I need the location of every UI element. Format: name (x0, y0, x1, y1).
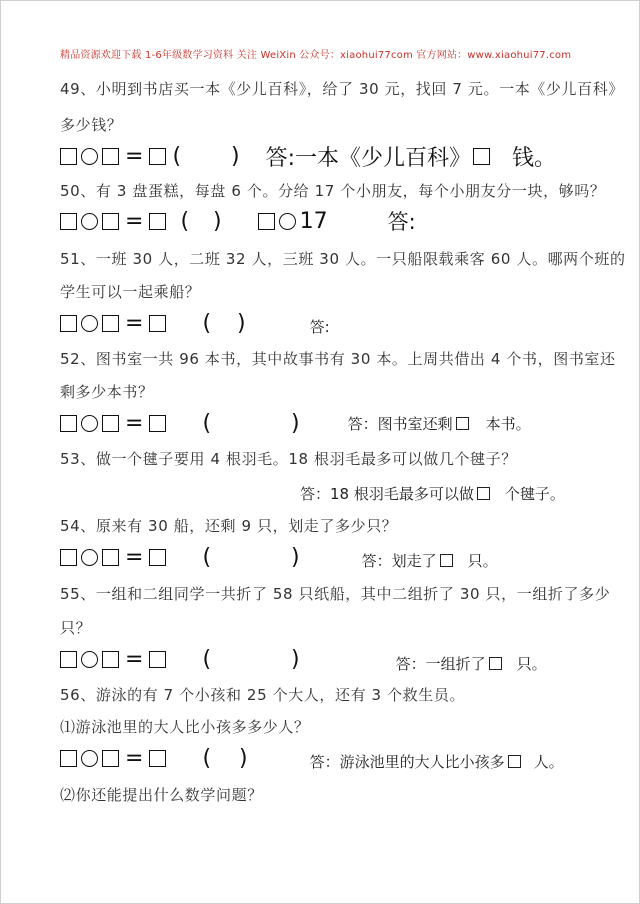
question-55-line-1: 55、一组和二组同学一共折了 58 只纸船，其中二组折了 30 只，一组折了多少 (60, 585, 611, 603)
compare-circle[interactable] (279, 213, 296, 230)
equals-sign: = (125, 646, 144, 672)
question-56-equation (60, 745, 564, 771)
blank-box[interactable] (60, 651, 77, 668)
answer-56-prefix: 答：游泳池里的大人比小孩多 (309, 752, 505, 771)
unit-paren-open: ( (202, 410, 212, 436)
answer-blank-box[interactable] (440, 554, 453, 567)
question-50-line-1: 50、有 3 盘蛋糕，每盘 6 个。分给 17 个小朋友，每个小朋友分一块，够吗？ (60, 182, 606, 200)
question-49-line-2: 多少钱？ (60, 116, 123, 134)
operator-circle[interactable] (81, 750, 98, 767)
answer-53-suffix: 个毽子。 (504, 485, 565, 503)
blank-box[interactable] (102, 213, 119, 230)
answer-55 (396, 653, 547, 674)
question-51-line-2: 学生可以一起乘船？ (60, 283, 201, 301)
question-50-equation (60, 208, 416, 234)
answer-53-prefix: 答：18 根羽毛最多可以做 (300, 485, 474, 503)
question-56-line-1: 56、游泳的有 7 个小孩和 25 个大人，还有 3 个救生员。 (60, 686, 466, 704)
answer-54 (362, 550, 498, 571)
unit-paren-open: ( (172, 143, 182, 169)
equals-sign: = (125, 143, 144, 169)
question-56-sub-2: ⑵你还能提出什么数学问题？ (60, 786, 263, 804)
answer-55-suffix: 只。 (516, 654, 547, 673)
equals-sign: = (125, 544, 144, 570)
answer-blank-box[interactable] (477, 487, 490, 500)
blank-box[interactable] (102, 315, 119, 332)
blank-box[interactable] (60, 148, 77, 165)
unit-paren-close: ) (291, 544, 300, 570)
unit-paren-open: ( (202, 544, 212, 570)
question-49-equation (60, 143, 556, 169)
question-49-line-1: 49、小明到书店买一本《少儿百科》，给了 30 元，找回 7 元。一本《少儿百科》 (60, 80, 624, 98)
blank-box[interactable] (102, 651, 119, 668)
unit-paren-close: ) (213, 208, 222, 234)
equals-sign: = (125, 310, 144, 336)
unit-paren-close: ) (231, 143, 240, 169)
blank-box[interactable] (102, 148, 119, 165)
answer-56-suffix: 人。 (533, 752, 564, 771)
unit-paren-close: ) (291, 410, 300, 436)
blank-box[interactable] (60, 213, 77, 230)
question-53-line-1: 53、做一个毽子要用 4 根羽毛。18 根羽毛最多可以做几个毽子？ (60, 450, 517, 468)
answer-56 (310, 751, 564, 772)
question-55-equation (60, 646, 547, 672)
answer-52 (348, 413, 531, 434)
operator-circle[interactable] (81, 549, 98, 566)
blank-box[interactable] (60, 549, 77, 566)
question-56-sub-1: ⑴游泳池里的大人比小孩多多少人？ (60, 718, 310, 736)
blank-box[interactable] (102, 549, 119, 566)
compare-blank-box[interactable] (258, 213, 275, 230)
answer-50-prefix: 答: (387, 210, 416, 234)
blank-box[interactable] (60, 315, 77, 332)
answer-blank-box[interactable] (473, 148, 490, 165)
unit-paren-open: ( (180, 208, 190, 234)
result-box[interactable] (149, 148, 166, 165)
equals-sign: = (125, 410, 144, 436)
compare-value: 17 (299, 208, 328, 234)
answer-54-suffix: 只。 (467, 551, 498, 570)
page-header: 精品资源欢迎下载 1-6年级数学习资料 关注 WeiXin 公众号：xiaohui77com 官方网站：www.xiaohui77.com (60, 50, 572, 61)
unit-paren-open: ( (202, 745, 212, 771)
question-52-equation (60, 410, 531, 436)
operator-circle[interactable] (81, 415, 98, 432)
question-54-line-1: 54、原来有 30 船，还剩 9 只，划走了多少只？ (60, 517, 398, 535)
answer-53 (300, 483, 565, 504)
unit-paren-close: ) (239, 745, 248, 771)
blank-box[interactable] (60, 750, 77, 767)
answer-49-prefix: 答:一本《少儿百科》 (265, 145, 472, 171)
answer-49-suffix: 钱。 (512, 145, 557, 171)
question-55-line-2: 只？ (60, 619, 92, 637)
question-52-line-1: 52、图书室一共 96 本书，其中故事书有 30 本。上周共借出 4 个书，图书室还 (60, 350, 616, 368)
result-box[interactable] (149, 549, 166, 566)
operator-circle[interactable] (81, 651, 98, 668)
unit-paren-close: ) (237, 310, 246, 336)
answer-52-prefix: 答：图书室还剩 (347, 414, 453, 433)
question-52-line-2: 剩多少本书？ (60, 383, 154, 401)
blank-box[interactable] (102, 415, 119, 432)
answer-blank-box[interactable] (489, 657, 502, 670)
result-box[interactable] (149, 213, 166, 230)
operator-circle[interactable] (81, 315, 98, 332)
operator-circle[interactable] (81, 148, 98, 165)
equals-sign: = (125, 208, 144, 234)
unit-paren-open: ( (202, 646, 212, 672)
unit-paren-open: ( (202, 310, 212, 336)
question-54-equation (60, 544, 498, 570)
question-51-line-1: 51、一班 30 人，二班 32 人，三班 30 人。一只船限载乘客 60 人。哪两个班的 (60, 250, 626, 268)
answer-52-suffix: 本书。 (485, 414, 531, 433)
answer-54-prefix: 答：划走了 (361, 551, 437, 570)
answer-blank-box[interactable] (508, 755, 521, 768)
question-51-equation (60, 310, 330, 336)
unit-paren-close: ) (291, 646, 300, 672)
operator-circle[interactable] (81, 213, 98, 230)
result-box[interactable] (149, 315, 166, 332)
answer-51-prefix: 答: (309, 317, 330, 336)
answer-49 (266, 141, 556, 172)
equals-sign: = (125, 745, 144, 771)
result-box[interactable] (149, 651, 166, 668)
result-box[interactable] (149, 750, 166, 767)
answer-blank-box[interactable] (456, 417, 469, 430)
blank-box[interactable] (60, 415, 77, 432)
blank-box[interactable] (102, 750, 119, 767)
answer-55-prefix: 答：一组折了 (395, 654, 486, 673)
result-box[interactable] (149, 415, 166, 432)
